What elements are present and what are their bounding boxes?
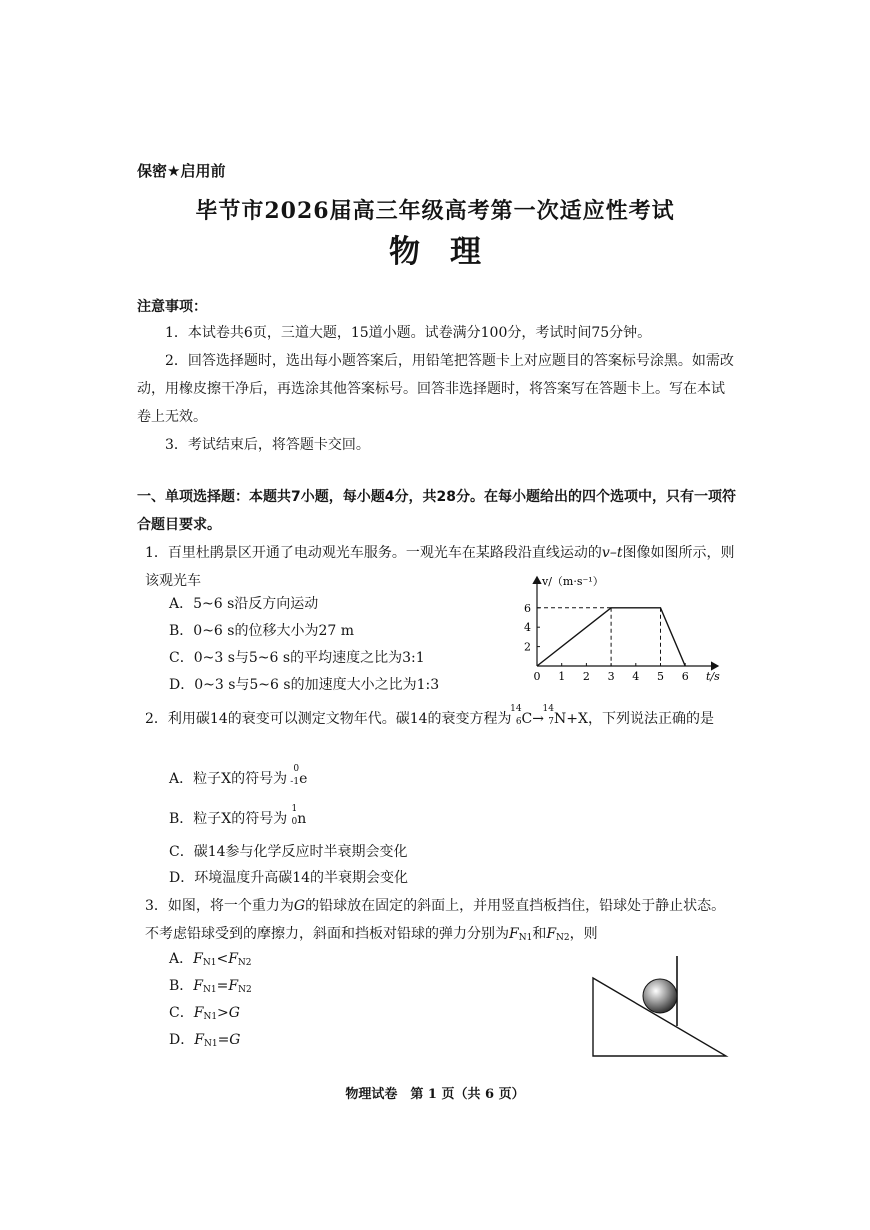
q1-option-d: D．0~3 s与5~6 s的加速度大小之比为1:3 xyxy=(169,677,440,693)
x-tick-label-4: 4 xyxy=(632,670,640,683)
notice-heading: 注意事项： xyxy=(137,299,207,315)
x-tick-label-1: 1 xyxy=(558,670,566,683)
q3-option-c: C．$F_{N1}>G$ xyxy=(169,1005,240,1022)
q2-option-d: D．环境温度升高碳14的半衰期会变化 xyxy=(169,870,409,886)
x-tick-label-2: 2 xyxy=(582,670,590,683)
q1-option-a: A．5~6 s沿反方向运动 xyxy=(169,596,319,612)
y-tick-label-1: 4 xyxy=(524,621,531,635)
y-tick-label-0: 2 xyxy=(524,640,531,654)
q2-option-c: C．碳14参与化学反应时半衰期会变化 xyxy=(169,844,408,860)
exam-title: 毕节市2026届高三年级高考第一次适应性考试 xyxy=(195,198,675,224)
q1-option-c: C．0~3 s与5~6 s的平均速度之比为3:1 xyxy=(169,650,425,666)
section-heading: 一、单项选择题：本题共7小题，每小题4分，共28分。在每小题给出的四个选项中，只有一项符合题目要求。 xyxy=(137,489,736,533)
notice-item-1: 1．本试卷共6页，三道大题，15道小题。试卷满分100分，考试时间75分钟。 xyxy=(165,325,652,341)
question-1-stem: 1．百里杜鹃景区开通了电动观光车服务。一观光车在某路段沿直线运动的v–t图像如图所示，则该观光车 xyxy=(145,545,735,589)
y-axis-label: v/（m·s⁻¹） xyxy=(542,575,604,588)
question-3-stem: 3．如图，将一个重力为G的铅球放在固定的斜面上，并用竖直挡板挡住，铅球处于静止状态。不考虑铅球受到的摩擦力，斜面和挡板对铅球的弹力分别为$F_{N1}$和$F_{N2}$，则 xyxy=(145,898,726,943)
page-footer: 物理试卷 第 1 页（共 6 页） xyxy=(345,1087,525,1102)
lead-ball xyxy=(643,979,677,1013)
x-tick-label-5: 5 xyxy=(657,670,664,683)
x-tick-label-6: 6 xyxy=(681,670,689,683)
x-tick-label-0: 0 xyxy=(533,670,541,683)
confidential-label: 保密★启用前 xyxy=(137,162,226,180)
x-tick-label-3: 3 xyxy=(607,670,615,683)
y-tick-label-2: 6 xyxy=(524,601,531,615)
incline-ball-diagram xyxy=(585,952,735,1062)
carbon-nuclide-index: 14 6 xyxy=(510,704,522,727)
q1-option-b: B．0~6 s的位移大小为27 m xyxy=(169,623,355,639)
q3-option-d: D．$F_{N1}=G$ xyxy=(169,1032,241,1049)
q2-option-a: A．粒子X的符号为 0 -1 e xyxy=(169,764,308,787)
notice-item-3: 3．考试结束后，将答题卡交回。 xyxy=(165,437,370,453)
nitrogen-nuclide-index: 14 7 xyxy=(542,704,554,727)
x-axis-label: t/s xyxy=(706,670,720,683)
q3-option-a: A．$F_{N1}<F_{N2}$ xyxy=(169,951,252,968)
q3-option-b: B．$F_{N1}=F_{N2}$ xyxy=(169,978,252,995)
q2-option-b: B．粒子X的符号为 1 0 n xyxy=(169,804,307,827)
subject-title: 物理 xyxy=(389,234,511,270)
question-2-stem: 2．利用碳14的衰变可以测定文物年代。碳14的衰变方程为 14 6 C→ 14 7 N+X，下列说法正确的是 xyxy=(145,704,714,727)
vt-graph xyxy=(510,573,730,688)
notice-item-2: 2．回答选择题时，选出每小题答案后，用铅笔把答题卡上对应题目的答案标号涂黑。如需改动，用橡皮擦干净后，再选涂其他答案标号。回答非选择题时，将答案写在答题卡上。写在本试卷上无效。 xyxy=(137,353,734,425)
